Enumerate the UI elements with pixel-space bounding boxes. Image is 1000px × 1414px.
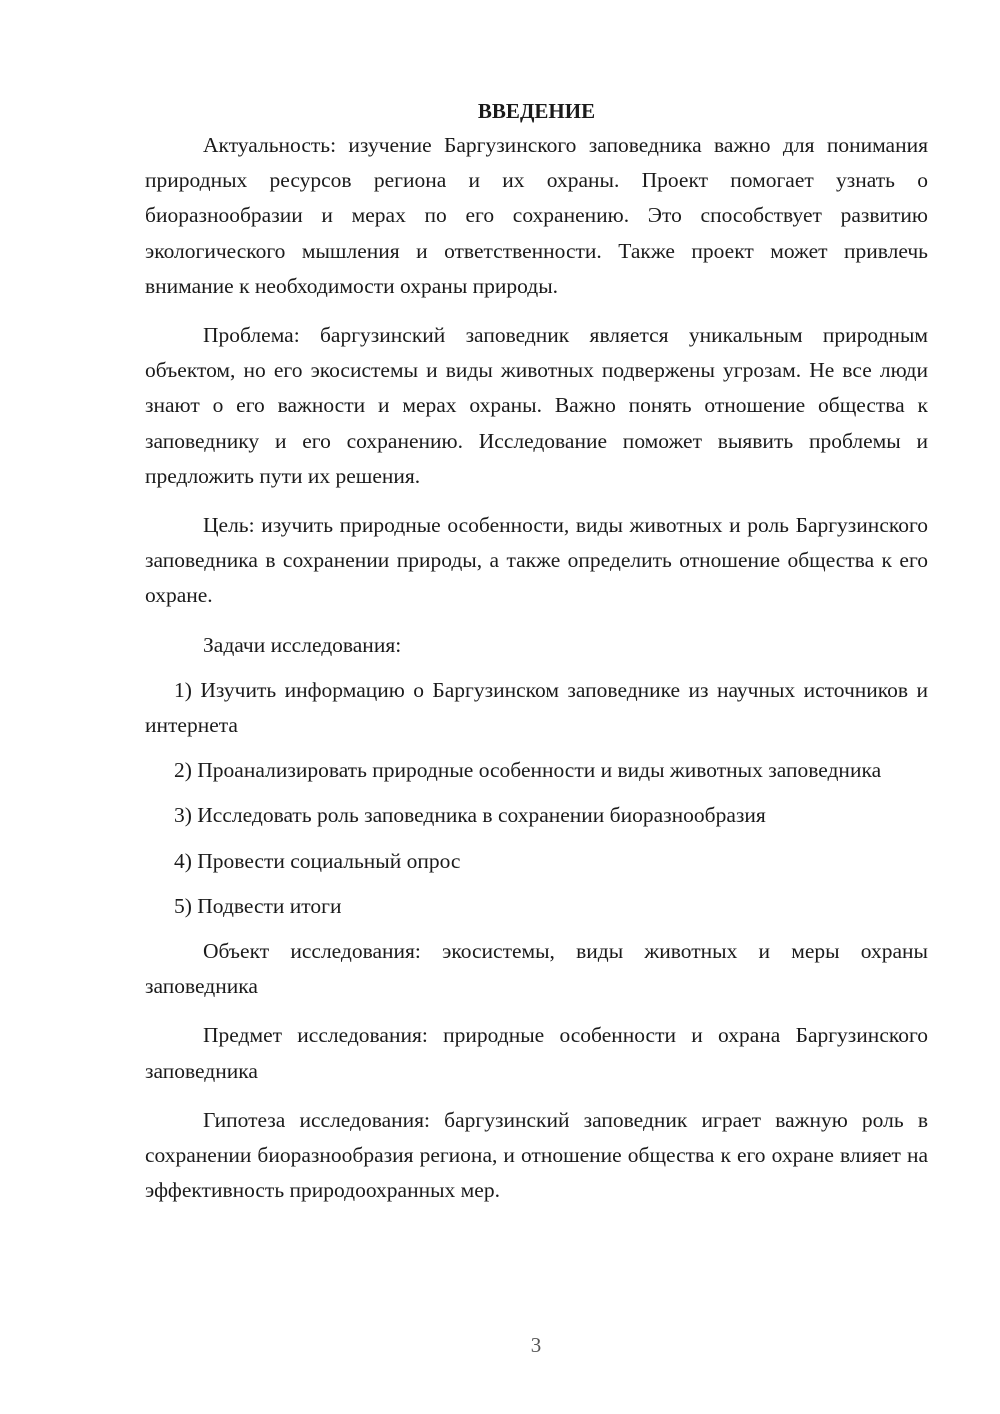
document-page [145, 96, 928, 1222]
task-item-4: 4) Провести социальный опрос [174, 848, 461, 873]
problem-paragraph: Проблема: баргузинский заповедник является уникальным природным объектом, но его экосистемы и виды животных подвержены угрозам. Не все люди знают о его важности и мерах охраны. Важно понять отношение общества к заповеднику и его сохранению. Исследование поможет выявить проблемы и предложить пути их решения. [145, 323, 928, 488]
task-item-5: 5) Подвести итоги [174, 893, 342, 918]
subject-paragraph: Предмет исследования: природные особенности и охрана Баргузинского заповедника [145, 1023, 928, 1083]
goal-paragraph: Цель: изучить природные особенности, виды животных и роль Баргузинского заповедника в сохранении природы, а также определить отношение общества к его охране. [145, 513, 928, 608]
task-item-2: 2) Проанализировать природные особенности и виды животных заповедника [174, 758, 882, 783]
task-item-1: 1) Изучить информацию о Баргузинском заповеднике из научных источников и интернета [145, 677, 928, 738]
tasks-title: Задачи исследования: [203, 632, 402, 657]
section-heading: ВВЕДЕНИЕ [477, 99, 596, 123]
relevance-paragraph: Актуальность: изучение Баргузинского заповедника важно для понимания природных ресурсов региона и их охраны. Проект помогает узнать о биоразнообразии и мерах по его сохранению. Это способствует развитию экологического мышления и ответственности. Также проект может привлечь внимание к необходимости охраны природы. [145, 133, 928, 298]
object-paragraph: Объект исследования: экосистемы, виды животных и меры охраны заповедника [145, 939, 928, 999]
task-item-3: 3) Исследовать роль заповедника в сохранении биоразнообразия [174, 803, 766, 828]
hypothesis-paragraph: Гипотеза исследования: баргузинский заповедник играет важную роль в сохранении биоразнообразия региона, и отношение общества к его охране влияет на эффективность природоохранных мер. [145, 1107, 928, 1203]
page-number: 3 [530, 1333, 542, 1357]
